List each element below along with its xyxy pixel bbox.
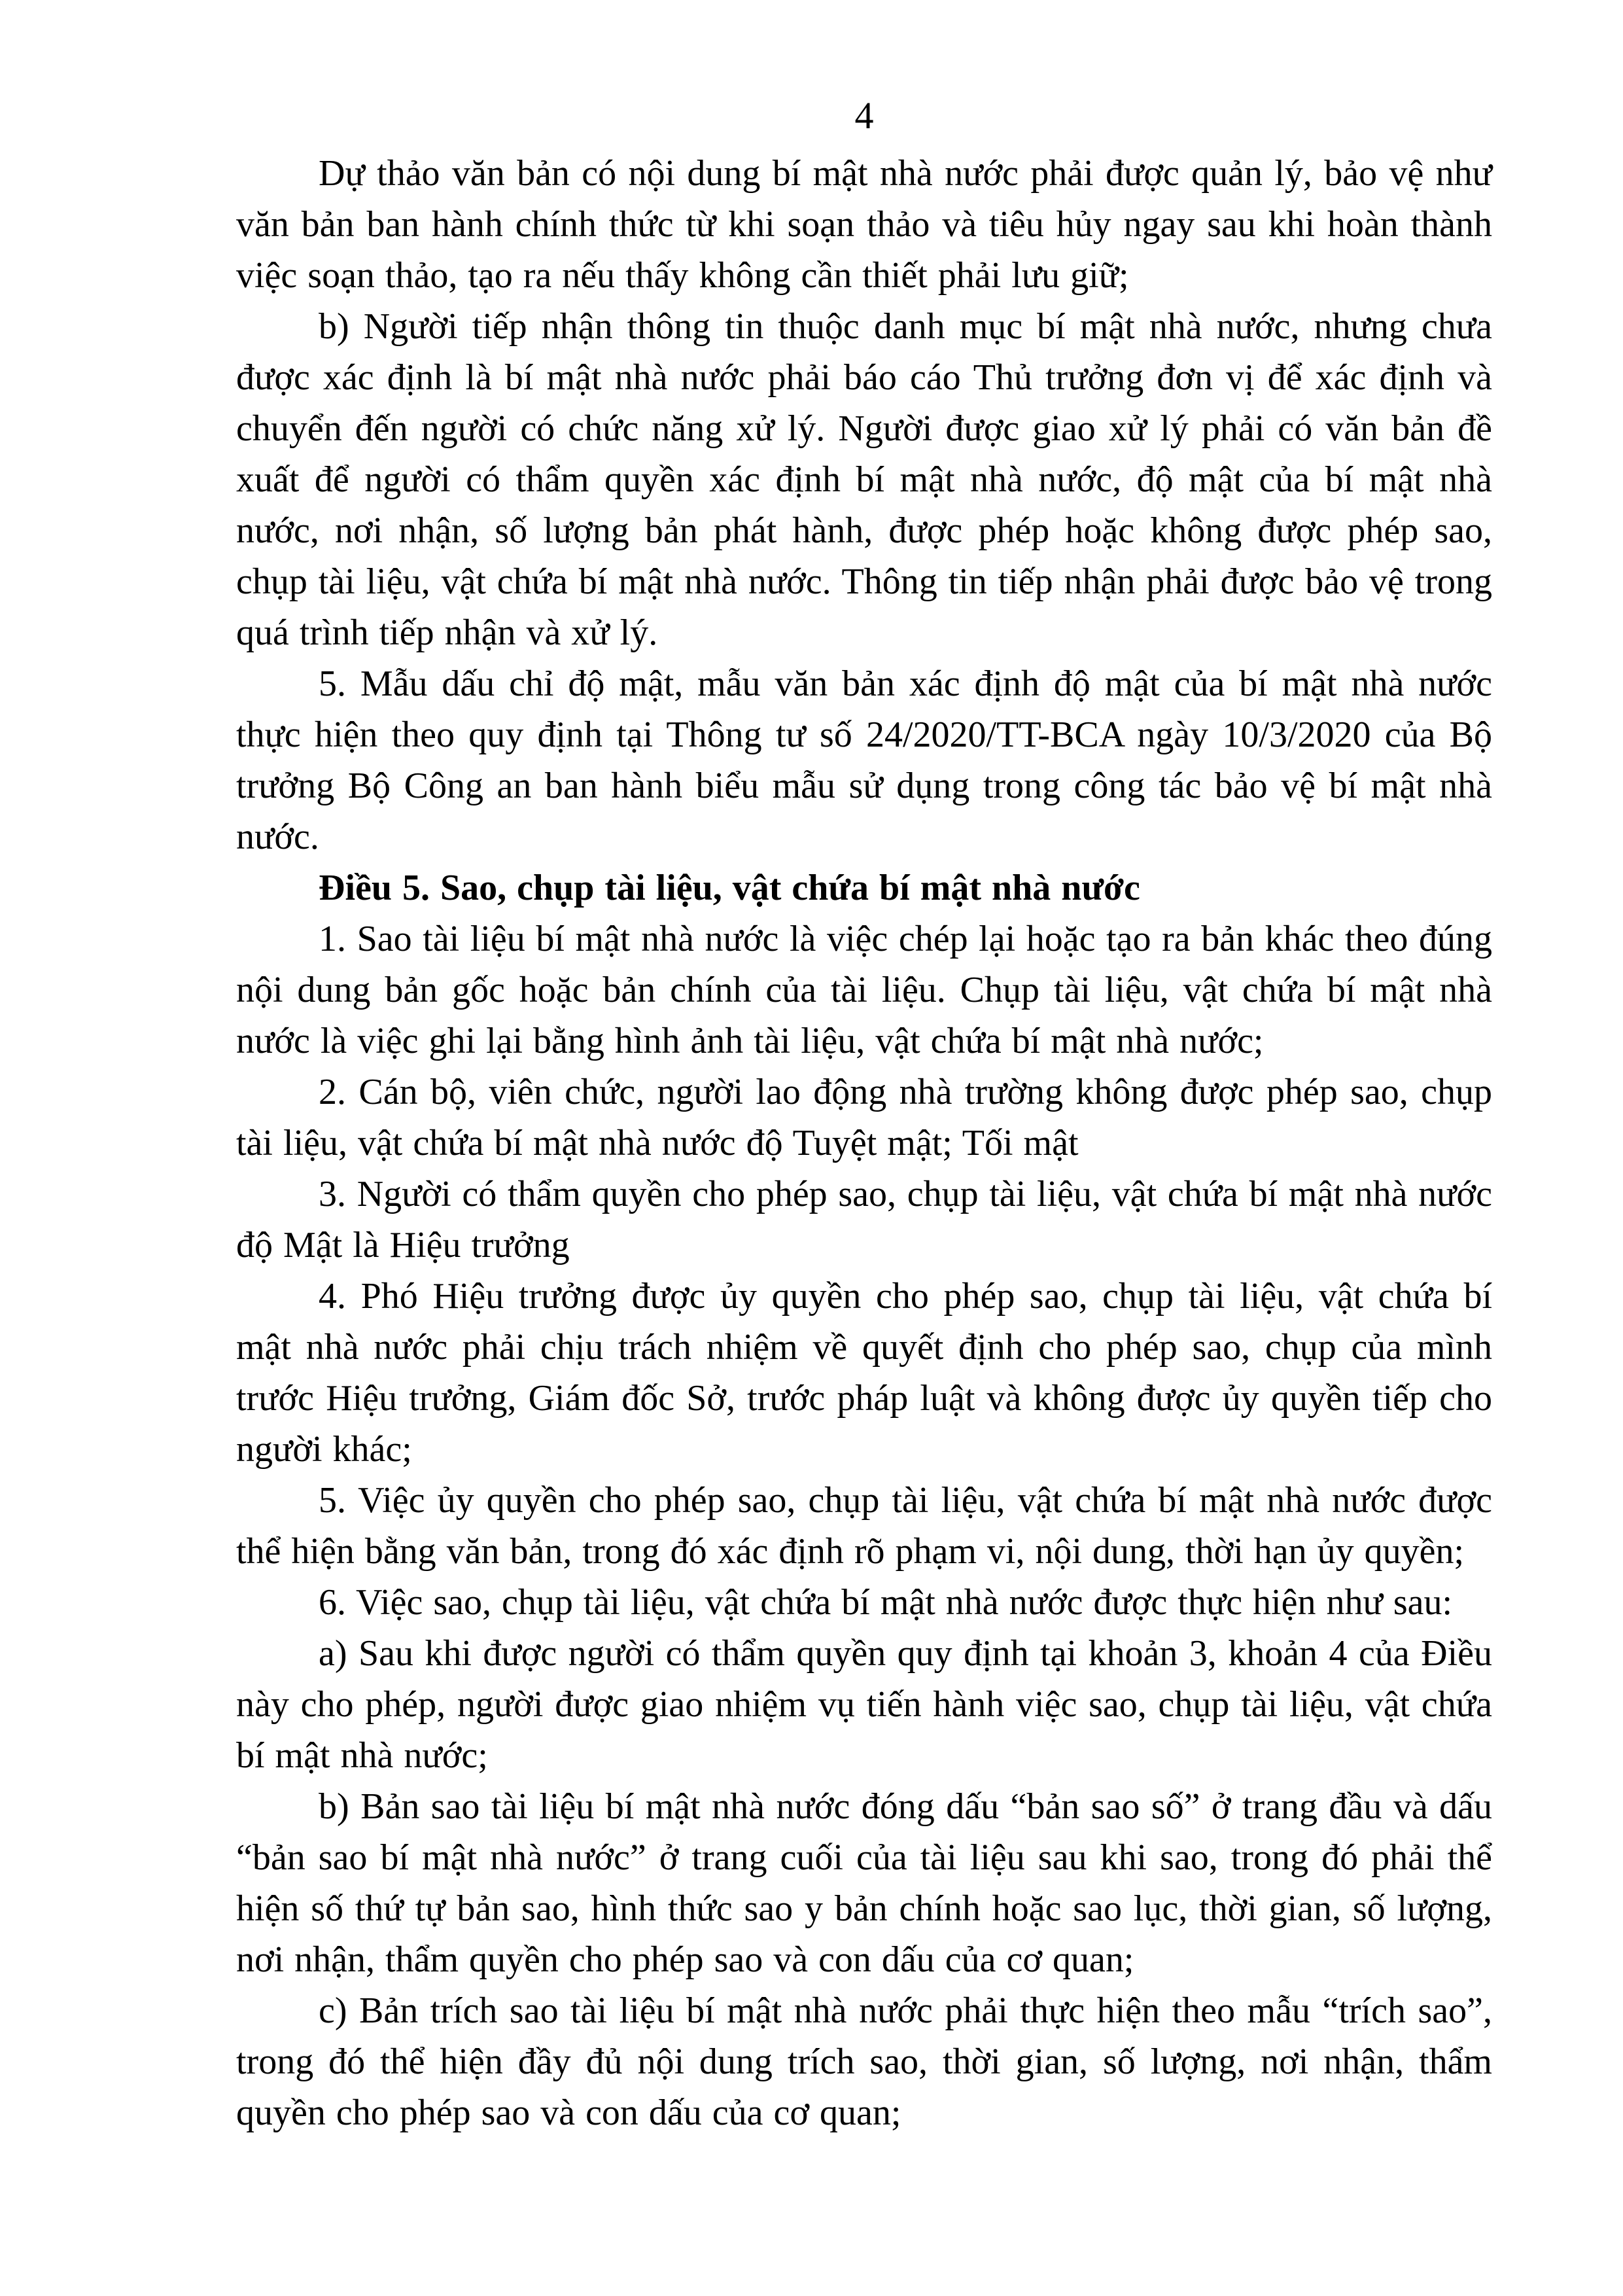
page-number: 4 xyxy=(854,94,874,137)
paragraph-clause-6-procedure-intro: 6. Việc sao, chụp tài liệu, vật chứa bí mật nhà nước được thực hiện như sau: xyxy=(319,1582,1453,1623)
paragraph-clause-2-prohibition: 2. Cán bộ, viên chức, người lao động nhà trường không được phép sao, chụp tài liệu, vật chứa bí mật nhà nước độ Tuyệt mật; Tối mật xyxy=(236,1072,1492,1163)
paragraph-point-c-extract-copy: c) Bản trích sao tài liệu bí mật nhà nước phải thực hiện theo mẫu “trích sao”, trong đó thể hiện đầy đủ nội dung trích sao, thời gian, số lượng, nơi nhận, thẩm quyền cho phép sao và con dấu của cơ quan; xyxy=(236,1990,1492,2133)
paragraph-item-b-receiving-info: b) Người tiếp nhận thông tin thuộc danh mục bí mật nhà nước, nhưng chưa được xác định là bí mật nhà nước phải báo cáo Thủ trưởng đơn vị để xác định và chuyển đến người có chức năng xử lý. Người được giao xử lý phải có văn bản đề xuất để người có thẩm quyền xác định bí mật nhà nước, độ mật của bí mật nhà nước, nơi nhận, số lượng bản phát hành, được phép hoặc không được phép sao, chụp tài liệu, vật chứa bí mật nhà nước. Thông tin tiếp nhận phải được bảo vệ trong quá trình tiếp nhận và xử lý. xyxy=(236,306,1492,653)
paragraph-clause-1-definition: 1. Sao tài liệu bí mật nhà nước là việc chép lại hoặc tạo ra bản khác theo đúng nội dung bản gốc hoặc bản chính của tài liệu. Chụp tài liệu, vật chứa bí mật nhà nước là việc ghi lại bằng hình ảnh tài liệu, vật chứa bí mật nhà nước; xyxy=(236,919,1492,1061)
paragraph-clause-5-authorization: 5. Việc ủy quyền cho phép sao, chụp tài liệu, vật chứa bí mật nhà nước được thể hiện bằng văn bản, trong đó xác định rõ phạm vi, nội dung, thời hạn ủy quyền; xyxy=(236,1480,1492,1572)
document-body xyxy=(236,148,1492,2138)
paragraph-point-a-permission: a) Sau khi được người có thẩm quyền quy định tại khoản 3, khoản 4 của Điều này cho phép, người được giao nhiệm vụ tiến hành việc sao, chụp tài liệu, vật chứa bí mật nhà nước; xyxy=(236,1633,1492,1776)
article-5-heading: Điều 5. Sao, chụp tài liệu, vật chứa bí mật nhà nước xyxy=(319,868,1140,908)
paragraph-point-b-copy-stamp: b) Bản sao tài liệu bí mật nhà nước đóng dấu “bản sao số” ở trang đầu và dấu “bản sao bí mật nhà nước” ở trang cuối của tài liệu sau khi sao, trong đó phải thể hiện số thứ tự bản sao, hình thức sao y bản chính hoặc sao lục, thời gian, số lượng, nơi nhận, thẩm quyền cho phép sao và con dấu của cơ quan; xyxy=(236,1786,1492,1980)
paragraph-clause-4-vice-principal: 4. Phó Hiệu trưởng được ủy quyền cho phép sao, chụp tài liệu, vật chứa bí mật nhà nước phải chịu trách nhiệm về quyết định cho phép sao, chụp của mình trước Hiệu trưởng, Giám đốc Sở, trước pháp luật và không được ủy quyền tiếp cho người khác; xyxy=(236,1276,1492,1470)
paragraph-item-5-stamp-templates: 5. Mẫu dấu chỉ độ mật, mẫu văn bản xác định độ mật của bí mật nhà nước thực hiện theo quy định tại Thông tư số 24/2020/TT-BCA ngày 10/3/2020 của Bộ trưởng Bộ Công an ban hành biểu mẫu sử dụng trong công tác bảo vệ bí mật nhà nước. xyxy=(236,663,1492,857)
paragraph-clause-3-authority: 3. Người có thẩm quyền cho phép sao, chụp tài liệu, vật chứa bí mật nhà nước độ Mật là Hiệu trưởng xyxy=(236,1174,1492,1265)
paragraph-draft-document-rule: Dự thảo văn bản có nội dung bí mật nhà nước phải được quản lý, bảo vệ như văn bản ban hành chính thức từ khi soạn thảo và tiêu hủy ngay sau khi hoàn thành việc soạn thảo, tạo ra nếu thấy không cần thiết phải lưu giữ; xyxy=(236,153,1492,296)
